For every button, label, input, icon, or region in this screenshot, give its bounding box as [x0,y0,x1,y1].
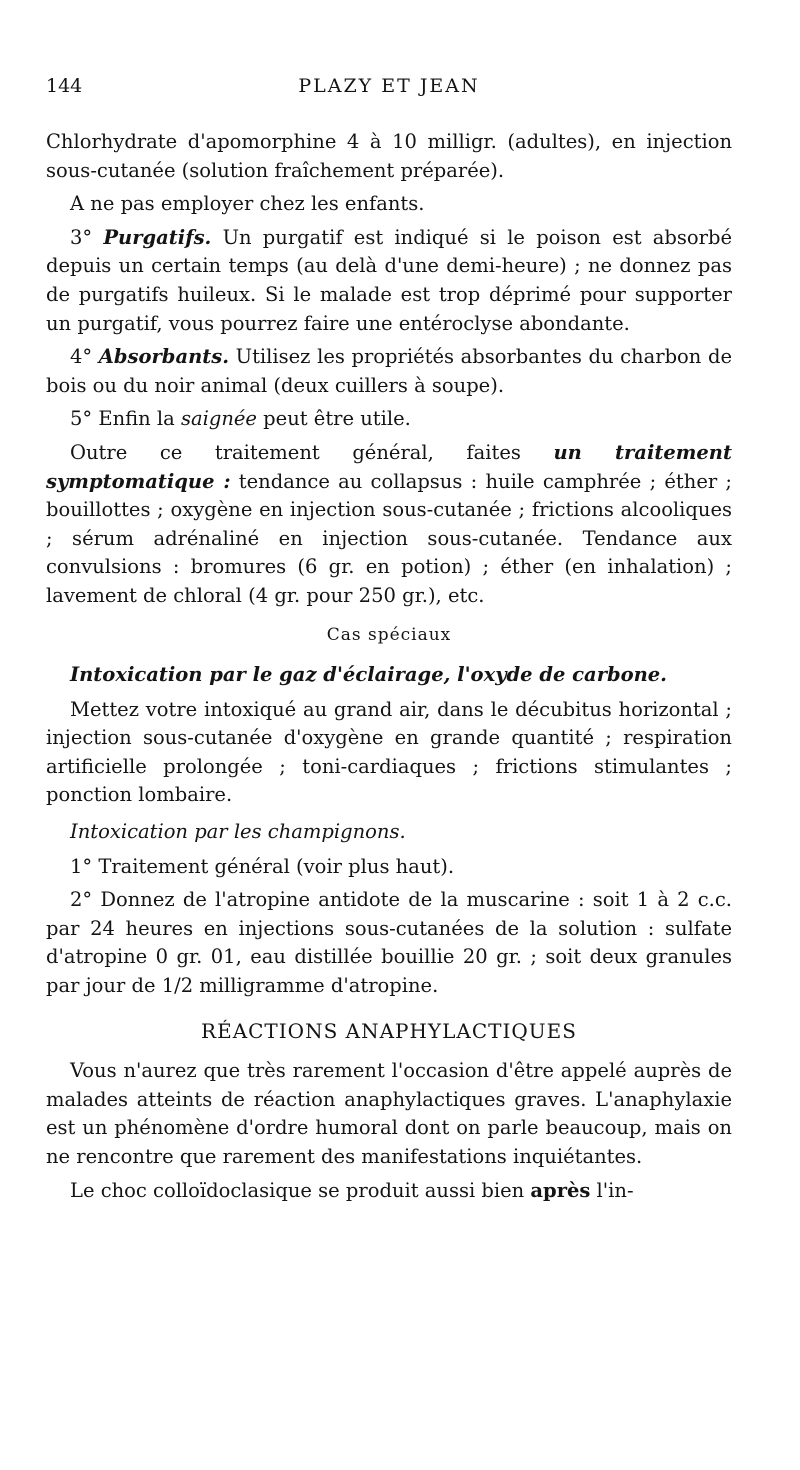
case-title-mushrooms: Intoxication par les champignons. [70,820,406,844]
case-title-gas [46,661,732,690]
term-saignee: saignée [180,407,257,431]
paragraph-anaphylaxis-intro: Vous n'aurez que très rarement l'occasion d'être appelé auprès de malades atteints de réaction anaphylactiques graves. L'anaphylaxie est un phénomène d'ordre humoral dont on parle beaucoup, mais on ne rencontre que rarement des manifestations inquiétantes. [46,1059,732,1168]
paragraph-symptomatic-treatment [46,439,732,611]
page-number: 144 [46,75,83,97]
paragraph-text: l'in- [590,1178,634,1202]
paragraph-text: peut être utile. [256,407,411,431]
paragraph-apomorphine: Chlorhydrate d'apomorphine 4 à 10 milligr. (adultes), en injection sous-cutanée (solution fraîchement préparée). [46,130,732,182]
term-purgatifs: Purgatifs. [103,225,212,249]
paragraph-children-warning: A ne pas employer chez les enfants. [70,192,425,216]
item-number: 4° [70,345,99,369]
term-symptomatic: un traitement symptomatique : [46,440,732,493]
paragraph-text: tendance au collapsus : huile camphrée ; éther ; bouillottes ; oxygène en injection sous-cutanée ; frictions alcooliques ; sérum adrénaliné en injection sous-cutanée. Tendance aux convulsions : bromures (6 gr. en potion) ; éther (en inhalation) ; lavement de chloral (4 gr. pour 250 gr.), etc. [46,469,733,607]
paragraph-colloidoclasic-shock [46,1177,732,1206]
page-header [46,70,732,104]
case-title-part: l'oxyde de carbone. [450,663,667,687]
section-title-anaphylactic: RÉACTIONS ANAPHYLACTIQUES [201,1018,577,1043]
paragraph-text: Outre ce traitement général, faites [70,440,554,464]
paragraph-purgatifs [46,224,732,338]
paragraph-text: 5° Enfin la [70,407,181,431]
book-page [46,70,732,1210]
paragraph-mushroom-item-1: 1° Traitement général (voir plus haut). [70,854,455,878]
paragraph-mushroom-item-2: 2° Donnez de l'atropine antidote de la muscarine : soit 1 à 2 c.c. par 24 heures en injections sous-cutanées de la solution : sulfate d'atropine 0 gr. 01, eau distillée bouillie 20 gr. ; soit deux granules par jour de 1/2 milligramme d'atropine. [46,888,732,998]
term-apres: après [530,1178,591,1202]
case-title-part: Intoxication par le gaz d'éclairage, [70,663,451,687]
paragraph-text: Un purgatif est indiqué si le poison est absorbé depuis un certain temps (au delà d'une demi-heure) ; ne donnez pas de purgatifs huileux. Si le malade est trop déprimé pour supporter un purgatif, vous pourrez faire une entéroclyse abondante. [46,225,733,335]
paragraph-absorbants [46,343,732,400]
paragraph-text: Le choc colloïdoclasique se produit aussi bien [70,1178,531,1202]
paragraph-saignee [46,405,732,434]
item-number: 3° [70,225,104,249]
paragraph-text: Utilisez les propriétés absorbantes du charbon de bois ou du noir animal (deux cuillers à soupe). [46,345,732,397]
term-absorbants: Absorbants. [98,345,230,369]
paragraph-gas-treatment: Mettez votre intoxiqué au grand air, dans le décubitus horizontal ; injection sous-cutanée d'oxygène en grande quantité ; respiration artificielle prolongée ; toni-cardiaques ; frictions stimulantes ; ponction lombaire. [46,697,732,807]
subheading-special-cases: Cas spéciaux [326,624,452,645]
running-head: PLAZY ET JEAN [298,75,480,97]
